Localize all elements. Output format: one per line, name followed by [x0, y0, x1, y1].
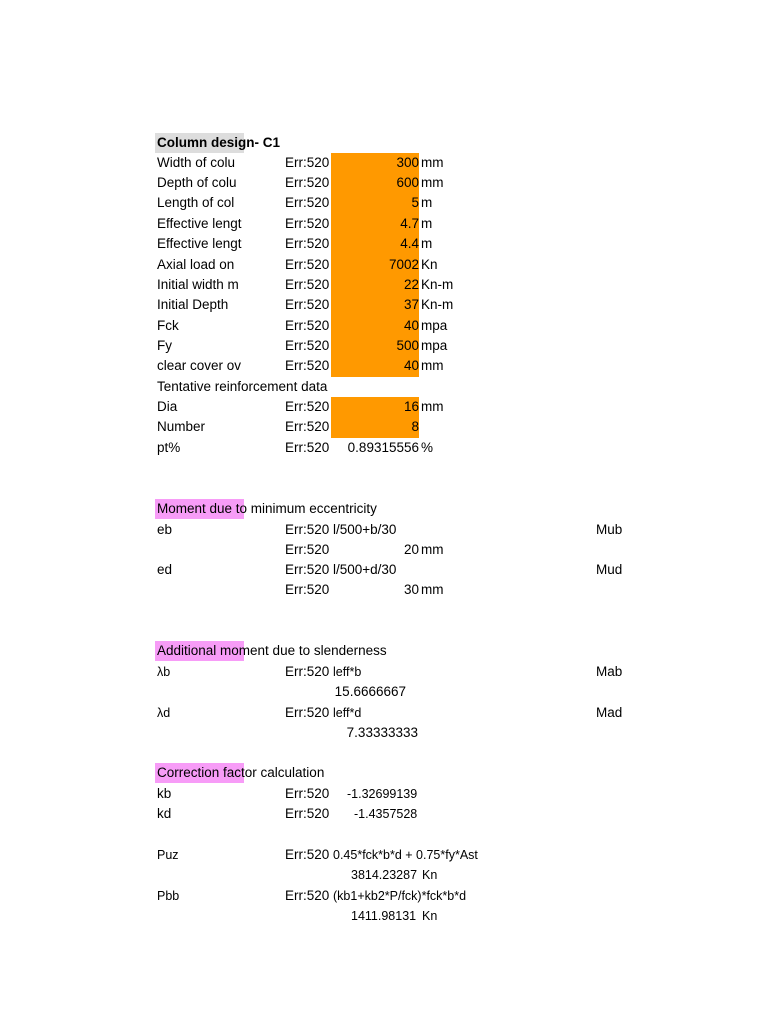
row-err: Err:520 — [285, 175, 330, 190]
row-value[interactable]: 37 — [403, 297, 419, 312]
row-value[interactable]: 40 — [403, 318, 419, 333]
row-unit: mm — [421, 155, 444, 170]
lb-value: 15.6666667 — [334, 684, 406, 699]
dia-value[interactable]: 16 — [403, 399, 419, 414]
number-value[interactable]: 8 — [411, 419, 419, 434]
row-err: Err:520 — [285, 277, 330, 292]
pbb-value: 1411.98131 — [351, 909, 417, 923]
puz-unit: Kn — [422, 868, 438, 882]
row-label: Length of col — [157, 195, 235, 210]
lb-label: λb — [157, 665, 171, 679]
row-label: Depth of colu — [157, 175, 237, 190]
row-value[interactable]: 7002 — [388, 257, 419, 272]
pbb-err: Err:520 — [285, 888, 330, 903]
eccentricity-heading: Moment due to minimum eccentricity — [157, 501, 377, 516]
row-label: Fck — [157, 318, 179, 333]
dia-unit: mm — [421, 399, 444, 414]
row-value[interactable]: 22 — [403, 277, 419, 292]
row-err: Err:520 — [285, 297, 330, 312]
row-label: Effective lengt — [157, 236, 242, 251]
pt-unit: % — [421, 440, 434, 455]
row-label: Initial Depth — [157, 297, 229, 312]
lb-formula: leff*b — [333, 665, 362, 679]
lb-side-label: Mab — [596, 664, 623, 679]
correction-heading: Correction factor calculation — [157, 765, 325, 780]
eb-label: eb — [157, 522, 173, 537]
puz-value: 3814.23287 — [351, 868, 418, 882]
ld-err: Err:520 — [285, 705, 330, 720]
pt-err: Err:520 — [285, 440, 330, 455]
kd-err: Err:520 — [285, 806, 330, 821]
row-unit: Kn — [421, 257, 438, 272]
dia-label: Dia — [157, 399, 178, 414]
row-label: clear cover ov — [157, 358, 242, 373]
ed-unit: mm — [421, 582, 444, 597]
kb-label: kb — [157, 786, 172, 801]
pbb-unit: Kn — [422, 909, 438, 923]
row-err: Err:520 — [285, 236, 330, 251]
kd-label: kd — [157, 806, 172, 821]
row-unit: mm — [421, 175, 444, 190]
row-value[interactable]: 500 — [396, 338, 419, 353]
row-value[interactable]: 4.7 — [400, 216, 419, 231]
dia-err: Err:520 — [285, 399, 330, 414]
row-value[interactable]: 5 — [411, 195, 419, 210]
kb-err: Err:520 — [285, 786, 330, 801]
row-unit: mpa — [421, 318, 448, 333]
row-unit: mpa — [421, 338, 448, 353]
eb-err-2: Err:520 — [285, 542, 330, 557]
row-value[interactable]: 300 — [396, 155, 419, 170]
puz-label: Puz — [157, 848, 179, 862]
number-err: Err:520 — [285, 419, 330, 434]
lb-err: Err:520 — [285, 664, 330, 679]
pbb-formula: (kb1+kb2*P/fck)*fck*b*d — [333, 889, 467, 903]
row-label: Fy — [157, 338, 172, 353]
puz-err: Err:520 — [285, 847, 330, 862]
page-title: Column design- C1 — [157, 135, 281, 150]
kd-value: -1.4357528 — [354, 807, 418, 821]
row-value[interactable]: 4.4 — [400, 236, 419, 251]
row-err: Err:520 — [285, 358, 330, 373]
eb-side-label: Mub — [596, 522, 623, 537]
eb-unit: mm — [421, 542, 444, 557]
puz-formula: 0.45*fck*b*d + 0.75*fy*Ast — [333, 848, 478, 862]
ed-err: Err:520 — [285, 562, 330, 577]
number-label: Number — [157, 419, 206, 434]
row-value[interactable]: 600 — [396, 175, 419, 190]
row-value[interactable]: 40 — [403, 358, 419, 373]
ed-err-2: Err:520 — [285, 582, 330, 597]
ed-value: 30 — [403, 582, 419, 597]
ld-value: 7.33333333 — [346, 725, 418, 740]
slenderness-heading: Additional moment due to slenderness — [157, 643, 387, 658]
kb-value: -1.32699139 — [347, 787, 418, 801]
row-err: Err:520 — [285, 195, 330, 210]
ed-label: ed — [157, 562, 173, 577]
ed-side-label: Mud — [596, 562, 623, 577]
row-unit: Kn-m — [421, 297, 454, 312]
row-unit: m — [421, 236, 433, 251]
row-label: Initial width m — [157, 277, 239, 292]
reinforcement-heading: Tentative reinforcement data — [157, 379, 328, 394]
ld-side-label: Mad — [596, 705, 623, 720]
row-err: Err:520 — [285, 338, 330, 353]
row-unit: mm — [421, 358, 444, 373]
row-err: Err:520 — [285, 155, 330, 170]
row-label: Width of colu — [157, 155, 236, 170]
eb-err: Err:520 — [285, 522, 330, 537]
pbb-label: Pbb — [157, 889, 180, 903]
ed-formula: l/500+d/30 — [333, 562, 397, 577]
eb-value: 20 — [403, 542, 419, 557]
row-unit: m — [421, 216, 433, 231]
row-err: Err:520 — [285, 216, 330, 231]
row-label: Axial load on — [157, 257, 235, 272]
row-unit: m — [421, 195, 433, 210]
row-label: Effective lengt — [157, 216, 242, 231]
eb-formula: l/500+b/30 — [333, 522, 397, 537]
pt-label: pt% — [157, 440, 181, 455]
ld-label: λd — [157, 706, 171, 720]
row-unit: Kn-m — [421, 277, 454, 292]
pt-value: 0.89315556 — [347, 440, 419, 455]
ld-formula: leff*d — [333, 706, 362, 720]
row-err: Err:520 — [285, 257, 330, 272]
row-err: Err:520 — [285, 318, 330, 333]
